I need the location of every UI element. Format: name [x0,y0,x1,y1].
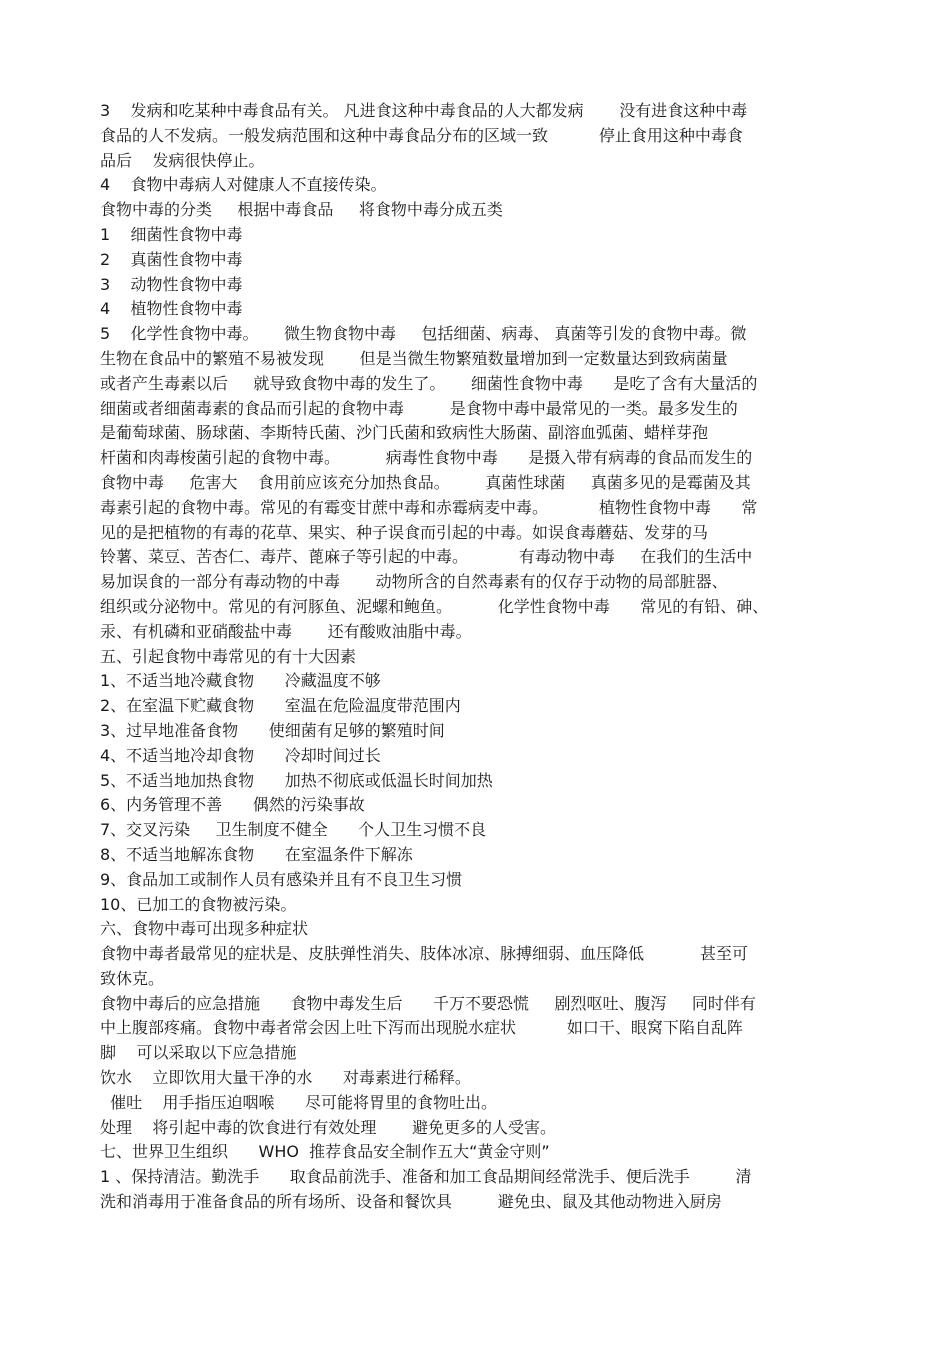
text-line: 2 真菌性食物中毒 [100,249,243,269]
text-line: 食物中毒 危害大 食用前应该充分加热食品。 真菌性球菌 真菌多见的是霉菌及其 [100,472,751,492]
text-line: 汞、有机磷和亚硝酸盐中毒 还有酸败油脂中毒。 [100,621,472,641]
text-line: 8、不适当地解冻食物 在室温条件下解冻 [100,844,413,864]
text-line: 5 化学性食物中毒。 微生物食物中毒 包括细菌、病毒、 真菌等引发的食物中毒。微 [100,324,747,344]
text-line: 7、交叉污染 卫生制度不健全 个人卫生习惯不良 [100,820,487,840]
text-line: 3 发病和吃某种中毒食品有关。 凡进食这种中毒食品的人大都发病 没有进食这种中毒 [100,101,748,120]
text-line: 六、食物中毒可出现多种症状 [100,919,309,939]
text-line: 4 食物中毒病人对健康人不直接传染。 [100,175,387,195]
text-line: 饮水 立即饮用大量干净的水 对毒素进行稀释。 [100,1068,471,1088]
text-line: 催吐 用手指压迫咽喉 尽可能将胃里的食物吐出。 [100,1092,498,1112]
text-line: 6、内务管理不善 偶然的污染事故 [100,795,365,815]
text-line: 七、世界卫生组织 WHO 推荐食品安全制作五大“黄金守则” [100,1142,550,1162]
text-line: 食物中毒者最常见的症状是、皮肤弹性消失、肢体冰凉、脉搏细弱、血压降低 甚至可 [100,944,748,964]
text-line: 致休克。 [100,968,165,988]
text-line: 生物在食品中的繁殖不易被发现 但是当微生物繁殖数量增加到一定数量达到致病菌量 [100,348,728,368]
text-line: 品后 发病很快停止。 [100,150,265,170]
text-line: 五、引起食物中毒常见的有十大因素 [100,646,357,666]
text-line: 3、过早地准备食物 使细菌有足够的繁殖时间 [100,720,445,740]
text-line: 1 、保持清洁。勤洗手 取食品前洗手、准备和加工食品期间经常洗手、便后洗手 清 [100,1167,752,1187]
text-line: 细菌或者细菌毒素的食品而引起的食物中毒 是食物中毒中最常见的一类。最多发生的 [100,398,738,418]
text-line: 10、已加工的食物被污染。 [100,894,297,914]
text-line: 2、在室温下贮藏食物 室温在危险温度带范围内 [100,696,461,716]
text-line: 是葡萄球菌、肠球菌、李斯特氏菌、沙门氏菌和致病性大肠菌、副溶血弧菌、蜡样芽孢 [100,423,709,443]
text-line: 易加误食的一部分有毒动物的中毒 动物所含的自然毒素有的仅存于动物的局部脏器、 [100,572,728,592]
text-line: 杆菌和肉毒梭菌引起的食物中毒。 病毒性食物中毒 是摄入带有病毒的食品而发生的 [100,448,753,468]
document-body [100,99,840,1215]
text-line: 或者产生毒素以后 就导致食物中毒的发生了。 细菌性食物中毒 是吃了含有大量活的 [100,373,758,393]
text-line: 组织或分泌物中。常见的有河豚鱼、泥螺和鲍鱼。 化学性食物中毒 常见的有铅、砷、 [100,596,769,616]
text-line: 铃薯、菜豆、苦杏仁、毒芹、蓖麻子等引起的中毒。 有毒动物中毒 在我们的生活中 [100,547,753,567]
text-line: 食物中毒后的应急措施 食物中毒发生后 千万不要恐慌 剧烈呕吐、腹泻 同时伴有 [100,993,756,1013]
text-line: 3 动物性食物中毒 [100,274,243,294]
text-line: 脚 可以采取以下应急措施 [100,1043,297,1063]
text-line: 4 植物性食物中毒 [100,299,243,319]
text-line: 见的是把植物的有毒的花草、果实、种子误食而引起的中毒。如误食毒蘑菇、发芽的马 [100,522,709,542]
text-line: 4、不适当地冷却食物 冷却时间过长 [100,745,381,765]
text-line: 1 细菌性食物中毒 [100,224,243,244]
text-line: 食品的人不发病。一般发病范围和这种中毒食品分布的区域一致 停止食用这种中毒食 [100,125,743,145]
text-line: 洗和消毒用于准备食品的所有场所、设备和餐饮具 避免虫、鼠及其他动物进入厨房 [100,1192,722,1212]
text-line: 9、食品加工或制作人员有感染并且有不良卫生习惯 [100,869,463,889]
text-line: 毒素引起的食物中毒。常见的有霉变甘蔗中毒和赤霉病麦中毒。 植物性食物中毒 常 [100,497,758,517]
text-line: 5、不适当地加热食物 加热不彻底或低温长时间加热 [100,770,493,790]
text-line: 食物中毒的分类 根据中毒食品 将食物中毒分成五类 [100,200,503,220]
text-line: 1、不适当地冷藏食物 冷藏温度不够 [100,671,381,691]
text-line: 中上腹部疼痛。食物中毒者常会因上吐下泻而出现脱水症状 如口干、眼窝下陷自乱阵 [100,1018,743,1038]
text-line: 处理 将引起中毒的饮食进行有效处理 避免更多的人受害。 [100,1117,556,1137]
